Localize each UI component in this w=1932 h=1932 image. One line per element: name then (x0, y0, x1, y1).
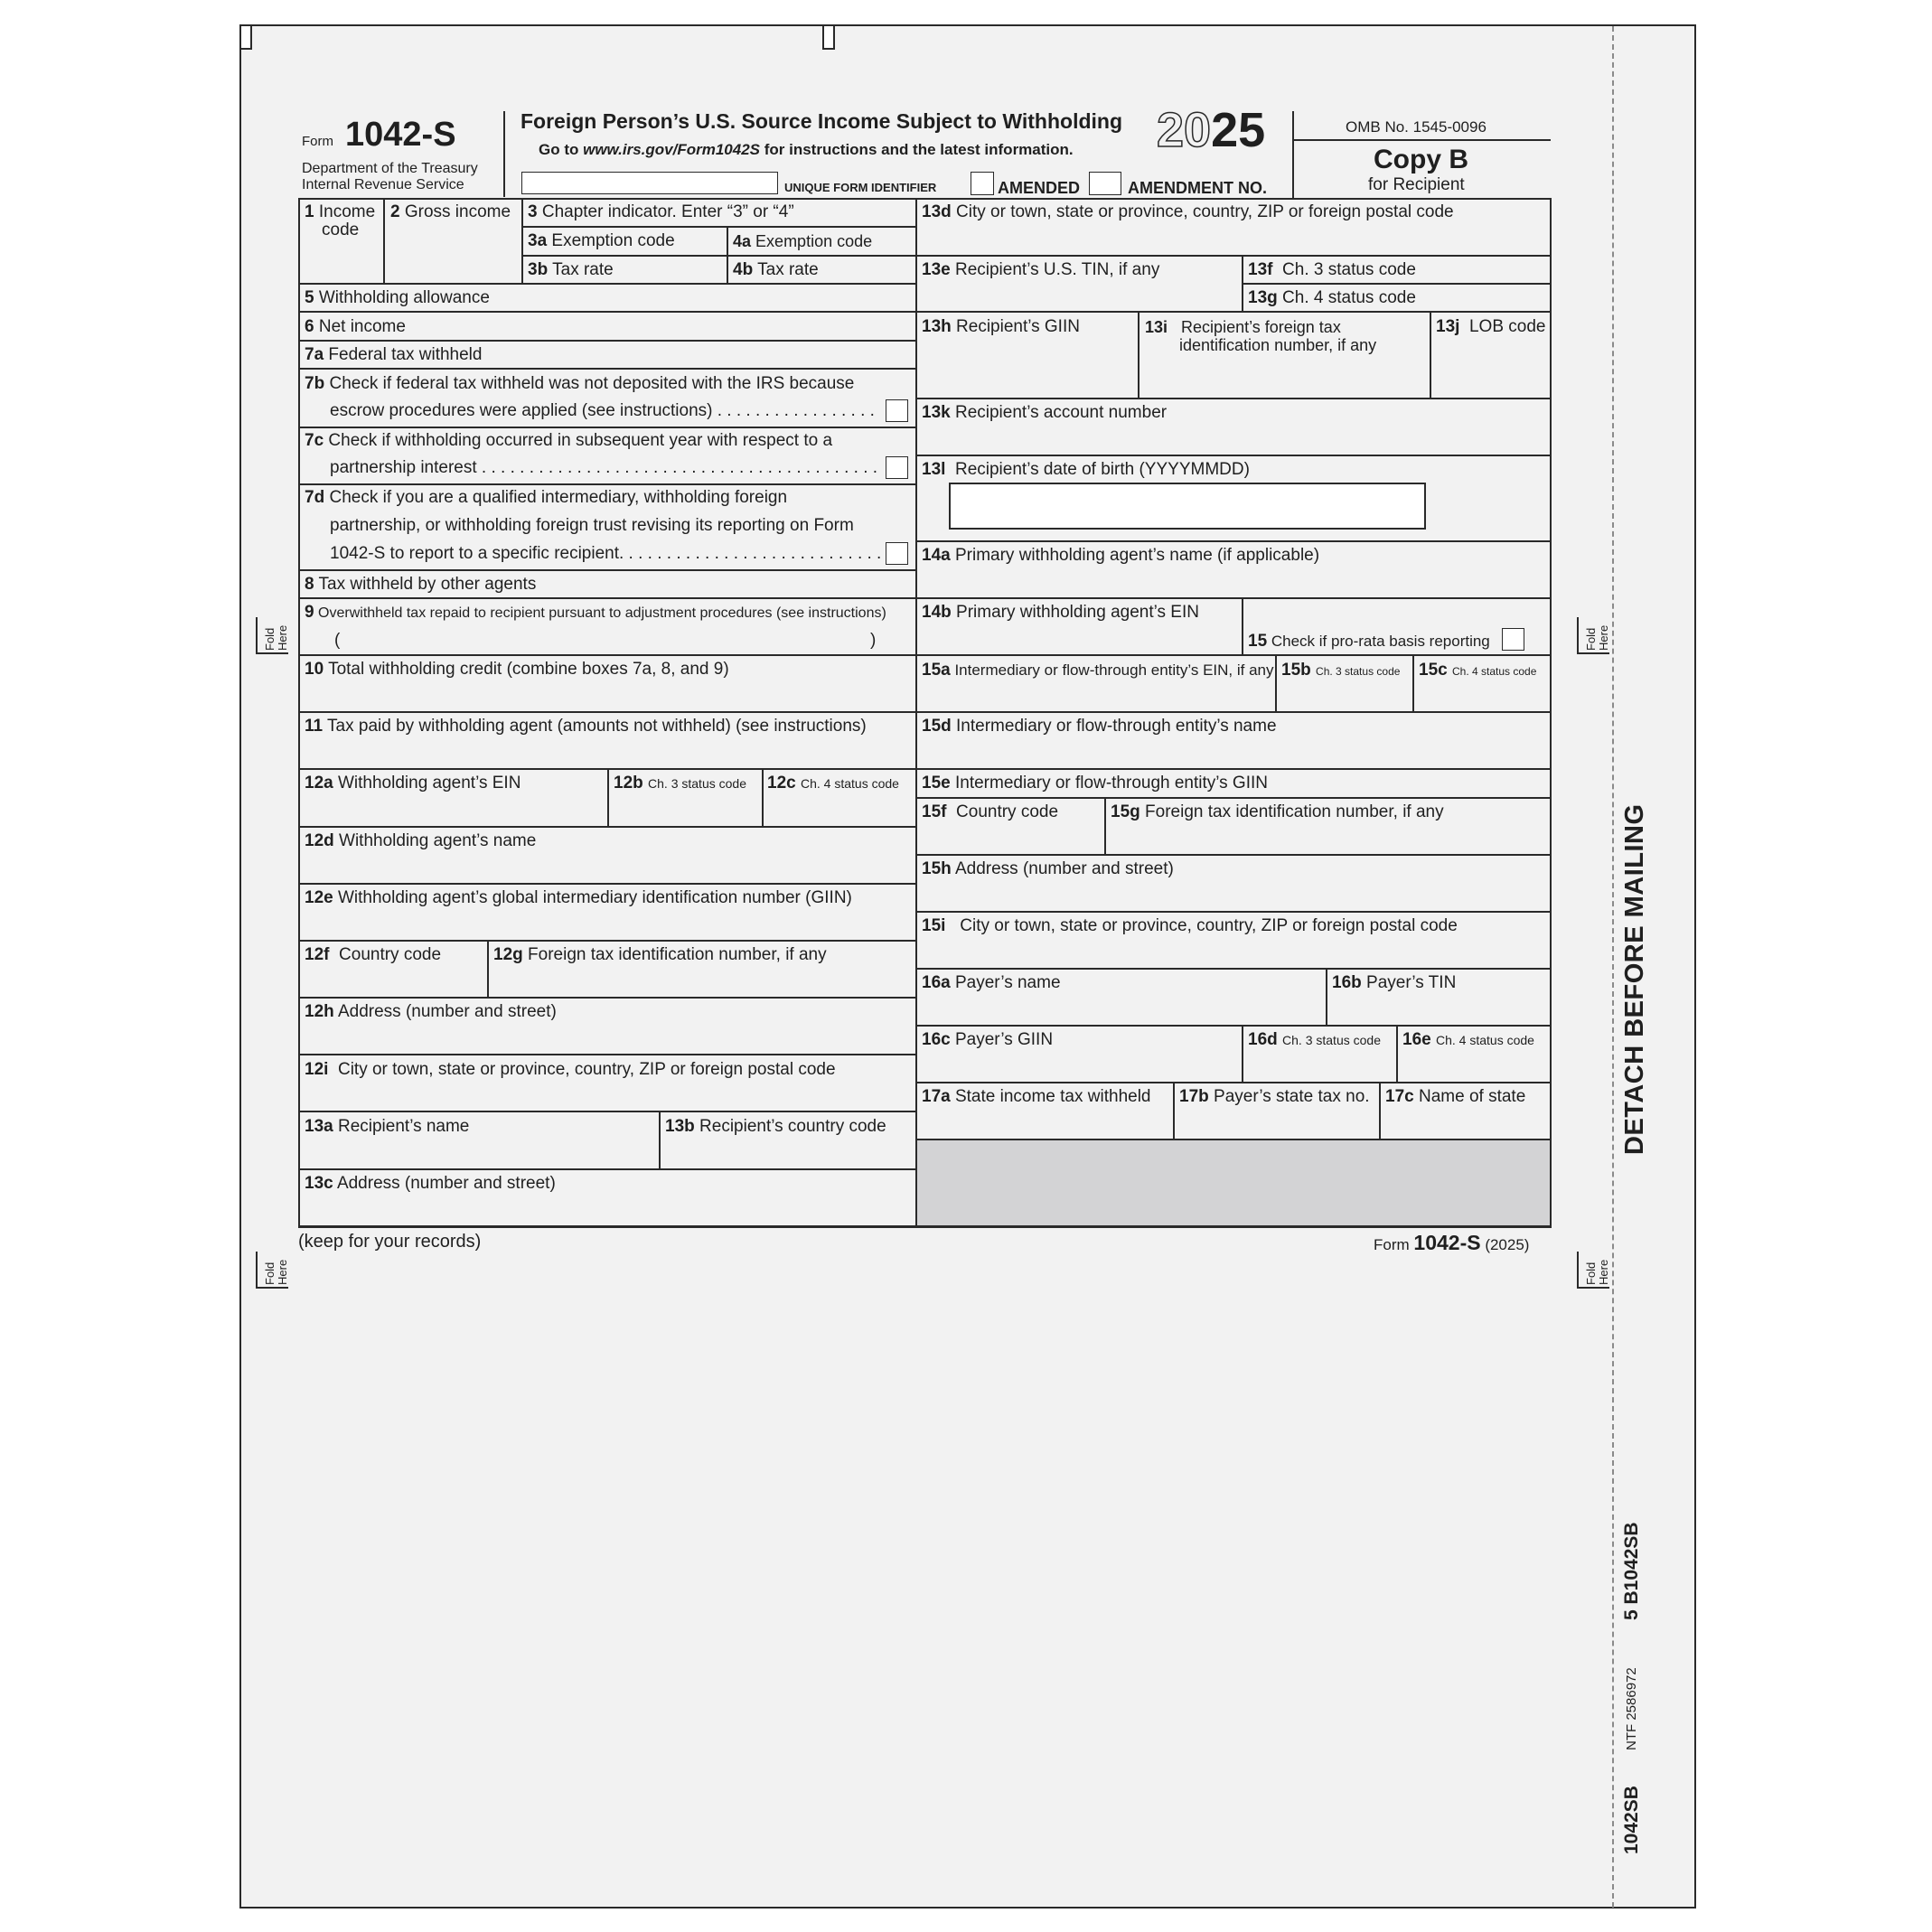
box-12h-label: 12h Address (number and street) (305, 1002, 557, 1021)
box-13g-label: 13g Ch. 4 status code (1248, 288, 1416, 307)
box-4b-label: 4b Tax rate (733, 260, 819, 279)
product-code-b1042sb: 5 B1042SB (1621, 1522, 1642, 1620)
fold-tick-left-1 (256, 617, 258, 653)
box-13b-label: 13b Recipient’s country code (665, 1117, 886, 1136)
box-13c-label: 13c Address (number and street) (305, 1174, 556, 1193)
box-12g-label: 12g Foreign tax identification number, if any (493, 945, 827, 964)
amended-checkbox[interactable] (971, 172, 994, 195)
box-16a-label: 16a Payer’s name (922, 973, 1061, 992)
box-2-label: 2 Gross income (390, 202, 511, 221)
fold-here-mark-left-2: Fold Here (263, 1259, 289, 1285)
box-7d-label-cont2: 1042-S to report to a specific recipient. . . . . . . . . . . . . . . . . . . . . . . . . . . . (330, 544, 882, 563)
box-13k-label: 13k Recipient’s account number (922, 403, 1168, 422)
fold-tick-left-2 (256, 1252, 258, 1288)
box-3a-label: 3a Exemption code (528, 231, 675, 250)
box-10-label: 10 Total withholding credit (combine boxes 7a, 8, and 9) (305, 660, 729, 679)
box-17b-label: 17b Payer’s state tax no. (1179, 1087, 1370, 1106)
box-6-label: 6 Net income (305, 317, 406, 336)
box-13a-label: 13a Recipient’s name (305, 1117, 470, 1136)
box-15a-label: 15a Intermediary or flow-through entity’s EIN, if any (922, 661, 1274, 680)
box-15-label: 15 Check if pro-rata basis reporting (1248, 632, 1490, 651)
box-7d-checkbox[interactable] (886, 542, 908, 565)
box-13l-date-of-birth-input[interactable] (949, 483, 1426, 530)
fold-rule-left-1 (256, 652, 288, 654)
ntf-number: NTF 2586972 (1624, 1667, 1639, 1750)
box-14a-label: 14a Primary withholding agent’s name (if applicable) (922, 546, 1320, 565)
keep-for-records: (keep for your records) (298, 1232, 482, 1252)
goto-prefix: Go to (539, 141, 584, 158)
box-7a-label: 7a Federal tax withheld (305, 345, 483, 364)
box-17a-label: 17a State income tax withheld (922, 1087, 1151, 1106)
product-code-1042sb: 1042SB (1621, 1786, 1642, 1854)
box-2-gross-income-field[interactable] (385, 226, 521, 282)
box-13e-label: 13e Recipient’s U.S. TIN, if any (922, 260, 1160, 279)
tax-year-bold: 25 (1211, 103, 1266, 157)
box-12b-label: 12b Ch. 3 status code (614, 774, 746, 792)
amended-label: AMENDED (998, 179, 1081, 197)
fold-here-mark-right-1: Fold Here (1584, 624, 1610, 651)
perforation-line (1612, 26, 1614, 1908)
irs-link[interactable]: www.irs.gov/Form1042S (583, 141, 760, 158)
box-16b-label: 16b Payer’s TIN (1332, 973, 1457, 992)
box-13h-label: 13h Recipient’s GIIN (922, 317, 1080, 336)
box-7b-checkbox[interactable] (886, 399, 908, 422)
tax-year (1157, 103, 1265, 157)
fold-tick-right-1 (1577, 617, 1579, 653)
box-14b-label: 14b Primary withholding agent’s EIN (922, 603, 1199, 622)
form-word: Form (302, 134, 333, 149)
box-7b-label-cont: escrow procedures were applied (see instructions) . . . . . . . . . . . . . . . . . (330, 401, 875, 420)
box-12f-label: 12f Country code (305, 945, 442, 964)
omb-underline (1294, 139, 1551, 141)
registration-mark-left (239, 24, 252, 50)
instructions-link-line (539, 140, 1074, 160)
box-13i-label: 13i Recipient’s foreign tax (1145, 318, 1341, 336)
box-15c-label: 15c Ch. 4 status code (1419, 661, 1537, 680)
box-9-close-paren: ) (870, 631, 877, 650)
dept-treasury: Department of the Treasury (302, 161, 478, 176)
box-4a-label: 4a Exemption code (733, 232, 873, 250)
box-13j-label: 13j LOB code (1436, 317, 1546, 336)
box-8-label: 8 Tax withheld by other agents (305, 575, 537, 594)
box-15h-label: 15h Address (number and street) (922, 859, 1174, 878)
box-15f-label: 15f Country code (922, 802, 1059, 821)
box-17c-label: 17c Name of state (1385, 1087, 1526, 1106)
box-3-label: 3 Chapter indicator. Enter “3” or “4” (528, 202, 794, 221)
footer-form-id: Form 1042-S (2025) (1374, 1231, 1530, 1254)
box-7d-label-cont1: partnership, or withholding foreign trust revising its reporting on Form (330, 516, 854, 535)
box-15e-label: 15e Intermediary or flow-through entity’s GIIN (922, 774, 1268, 792)
box-1-label-cont: code (322, 220, 360, 239)
fold-here-mark-left-1: Fold Here (263, 624, 289, 651)
box-7c-label: 7c Check if withholding occurred in subsequent year with respect to a (305, 431, 833, 450)
box-16d-label: 16d Ch. 3 status code (1248, 1030, 1381, 1049)
tax-year-outline: 20 (1157, 103, 1212, 157)
box-1-income-code-field[interactable] (300, 240, 383, 282)
box-15g-label: 15g Foreign tax identification number, if any (1111, 802, 1444, 821)
amendment-number-input[interactable] (1089, 172, 1121, 195)
box-7c-checkbox[interactable] (886, 456, 908, 479)
form-number: 1042-S (345, 116, 456, 154)
box-5-label: 5 Withholding allowance (305, 288, 490, 307)
registration-mark-center (822, 24, 835, 50)
header-divider-right (1292, 111, 1294, 199)
box-12c-label: 12c Ch. 4 status code (767, 774, 899, 792)
box-3b-label: 3b Tax rate (528, 260, 614, 279)
box-7d-label: 7d Check if you are a qualified intermediary, withholding foreign (305, 488, 788, 507)
fold-tick-right-2 (1577, 1252, 1579, 1288)
unique-form-identifier-input[interactable] (521, 172, 778, 194)
irs-name: Internal Revenue Service (302, 177, 464, 192)
copy-b-title: Copy B (1374, 145, 1468, 174)
box-11-label: 11 Tax paid by withholding agent (amounts not withheld) (see instructions) (305, 717, 867, 736)
box-9-open-paren: ( (334, 631, 341, 650)
copy-b-recipient: for Recipient (1368, 175, 1465, 194)
box-7c-label-cont: partnership interest . . . . . . . . . . . . . . . . . . . . . . . . . . . . . . . . . . . . . . . . . . (330, 458, 878, 477)
header-divider-left (503, 111, 505, 197)
box-12i-label: 12i City or town, state or province, country, ZIP or foreign postal code (305, 1060, 836, 1079)
box-15i-label: 15i City or town, state or province, country, ZIP or foreign postal code (922, 916, 1458, 935)
fold-rule-right-1 (1577, 652, 1609, 654)
box-16e-label: 16e Ch. 4 status code (1402, 1030, 1534, 1049)
goto-suffix: for instructions and the latest information. (760, 141, 1074, 158)
box-13f-label: 13f Ch. 3 status code (1248, 260, 1416, 279)
box-7b-label: 7b Check if federal tax withheld was not deposited with the IRS because (305, 374, 855, 393)
box-15b-label: 15b Ch. 3 status code (1281, 661, 1401, 680)
box-15-pro-rata-checkbox[interactable] (1502, 628, 1524, 651)
box-12e-label: 12e Withholding agent’s global intermediary identification number (GIIN) (305, 888, 852, 907)
detach-before-mailing: DETACH BEFORE MAILING (1620, 803, 1649, 1155)
box-13d-label: 13d City or town, state or province, country, ZIP or foreign postal code (922, 202, 1454, 221)
omb-number: OMB No. 1545-0096 (1346, 118, 1487, 136)
amendment-number-label: AMENDMENT NO. (1128, 179, 1267, 197)
box-12a-label: 12a Withholding agent’s EIN (305, 774, 521, 792)
box-16c-label: 16c Payer’s GIIN (922, 1030, 1054, 1049)
shaded-unused-area (917, 1140, 1550, 1225)
box-9-label: 9 Overwithheld tax repaid to recipient pursuant to adjustment procedures (see instructions) (305, 603, 886, 622)
box-13l-label: 13l Recipient’s date of birth (YYYYMMDD) (922, 460, 1250, 479)
fold-rule-right-2 (1577, 1287, 1609, 1289)
fold-here-mark-right-2: Fold Here (1584, 1259, 1610, 1285)
fold-rule-left-2 (256, 1287, 288, 1289)
form-title: Foreign Person’s U.S. Source Income Subject to Withholding (521, 109, 1123, 133)
unique-form-identifier-label: UNIQUE FORM IDENTIFIER (784, 181, 937, 194)
box-13i-label-cont: identification number, if any (1179, 336, 1377, 354)
box-15d-label: 15d Intermediary or flow-through entity’s name (922, 717, 1277, 736)
box-1-label: 1 Income (305, 202, 376, 221)
box-12d-label: 12d Withholding agent’s name (305, 831, 537, 850)
